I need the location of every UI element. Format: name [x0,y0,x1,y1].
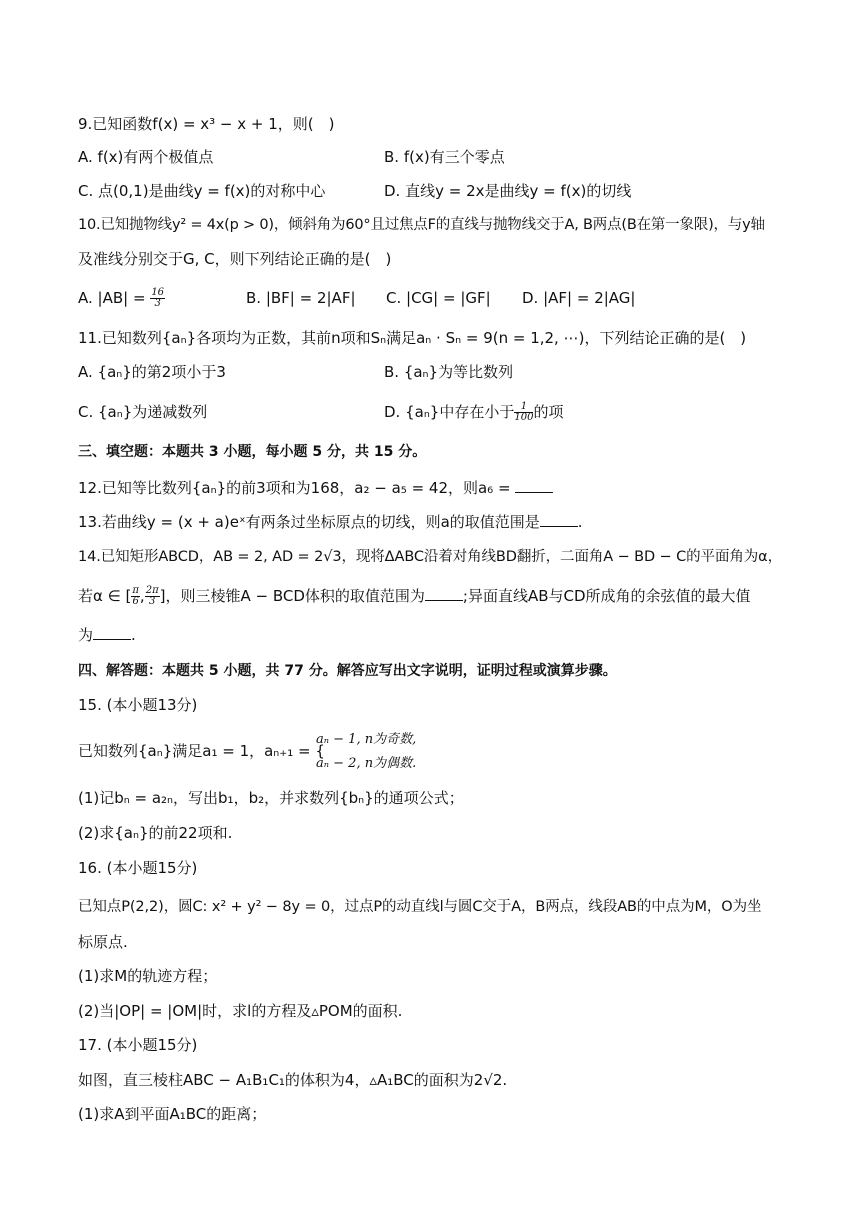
q17-part-1: (1)求A到平面A₁BC的距离； [78,1105,267,1123]
q11-option-d [384,401,563,423]
q11-d-numerator: 1 [514,402,533,413]
q16-stem-line1: 已知点P(2,2)，圆C: x² + y² − 8y = 0，过点P的动直线l与圆C交于A，B两点，线段AB的中点为M，O为坐 [78,899,762,915]
q12-answer-blank [515,478,553,493]
q13-end: . [577,513,583,531]
q10-option-a-fraction [150,288,165,309]
q14-stem-line3 [78,624,136,646]
q10-stem-line2: 及准线分别交于G, C，则下列结论正确的是( ) [78,250,392,268]
q11-option-c: C. {aₙ}为递减数列 [78,403,208,421]
q10-option-a-label: A. |AB| = [78,289,151,307]
q14-fraction-2pi-3 [145,586,160,607]
q15-stem: 已知数列{aₙ}满足a₁ = 1，aₙ₊₁ = { [78,742,325,760]
q15-case-even: aₙ − 2, n为偶数. [316,756,417,771]
q9-option-b: B. f(x)有三个零点 [384,148,505,166]
q14-stem-line1: 14.已知矩形ABCD，AB = 2, AD = 2√3，现将ΔABC沿着对角线BD翻折，二面角A − BD − C的平面角为α， [78,549,782,565]
q16-stem-line2: 标原点. [78,933,128,951]
q16-part-1: (1)求M的轨迹方程； [78,967,218,985]
q11-option-b: B. {aₙ}为等比数列 [384,363,514,381]
q12-text: 12.已知等比数列{aₙ}的前3项和为168，a₂ − a₅ = 42，则a₆ = [78,479,516,497]
q14-answer-blank-1 [425,586,463,601]
q15-case-odd: aₙ − 1, n为奇数, [316,732,417,747]
q17-stem: 如图，直三棱柱ABC − A₁B₁C₁的体积为4，▵A₁BC的面积为2√2. [78,1071,508,1089]
q14-answer-blank-2 [93,625,131,640]
section-4-heading: 四、解答题：本题共 5 小题，共 77 分。解答应写出文字说明，证明过程或演算步骤。 [78,663,617,679]
q10-a-numerator: 16 [151,287,165,298]
q10-option-c: C. |CG| = |GF| [386,289,491,307]
q10-option-a [78,287,165,309]
q15-part-2: (2)求{aₙ}的前22项和. [78,824,233,842]
q11-option-a: A. {aₙ}的第2项小于3 [78,363,226,381]
q14-comma: , [139,587,145,605]
q9-stem: 9.已知函数f(x) = x³ − x + 1，则( ) [78,115,335,133]
q15-part-1: (1)记bₙ = a₂ₙ，写出b₁，b₂，并求数列{bₙ}的通项公式； [78,789,464,807]
q9-option-d: D. 直线y = 2x是曲线y = f(x)的切线 [384,182,632,200]
q13-answer-blank [540,512,578,527]
q11-option-d-fraction [514,402,533,423]
q10-option-b: B. |BF| = 2|AF| [246,289,356,307]
q14-f1-denominator: 6 [132,596,139,607]
q14-stem-line2 [78,585,751,607]
q14-f2-numerator: 2π [145,585,159,596]
q11-stem: 11.已知数列{aₙ}各项均为正数，其前n项和Sₙ满足aₙ · Sₙ = 9(n = 1,2, ⋯)，下列结论正确的是( ) [78,329,747,347]
q14-mid: ]，则三棱锥A − BCD体积的取值范围为 [159,587,425,605]
q10-a-denominator: 3 [154,298,161,309]
q14-f1-numerator: π [132,585,139,596]
q14-fraction-pi-6 [131,586,140,607]
q13-stem [78,511,583,533]
q10-stem-line1: 10.已知抛物线y² = 4x(p > 0)，倾斜角为60°且过焦点F的直线与抛物线交于A, B两点(B在第一象限)，与y轴 [78,217,765,233]
q14-prefix: 若α ∈ [ [78,587,132,605]
q10-option-d: D. |AF| = 2|AG| [522,289,636,307]
q11-option-d-suffix: 的项 [533,403,564,421]
q9-option-c: C. 点(0,1)是曲线y = f(x)的对称中心 [78,182,326,200]
q15-header: 15. (本小题13分) [78,696,198,714]
q14-end: . [131,626,136,644]
q13-text: 13.若曲线y = (x + a)eˣ有两条过坐标原点的切线，则a的取值范围是 [78,513,540,531]
q14-f2-denominator: 3 [148,596,156,607]
q14-line3-text: 为 [78,626,94,644]
q14-suffix: ;异面直线AB与CD所成角的余弦值的最大值 [462,587,751,605]
section-3-heading: 三、填空题：本题共 3 小题，每小题 5 分，共 15 分。 [78,444,427,460]
q16-header: 16. (本小题15分) [78,859,198,877]
q11-option-d-prefix: D. {aₙ}中存在小于 [384,403,515,421]
q16-part-2: (2)当|OP| = |OM|时，求l的方程及▵POM的面积. [78,1002,403,1020]
q9-option-a: A. f(x)有两个极值点 [78,148,214,166]
q17-header: 17. (本小题15分) [78,1036,198,1054]
q11-d-denominator: 100 [514,412,534,423]
q12-stem [78,477,553,499]
